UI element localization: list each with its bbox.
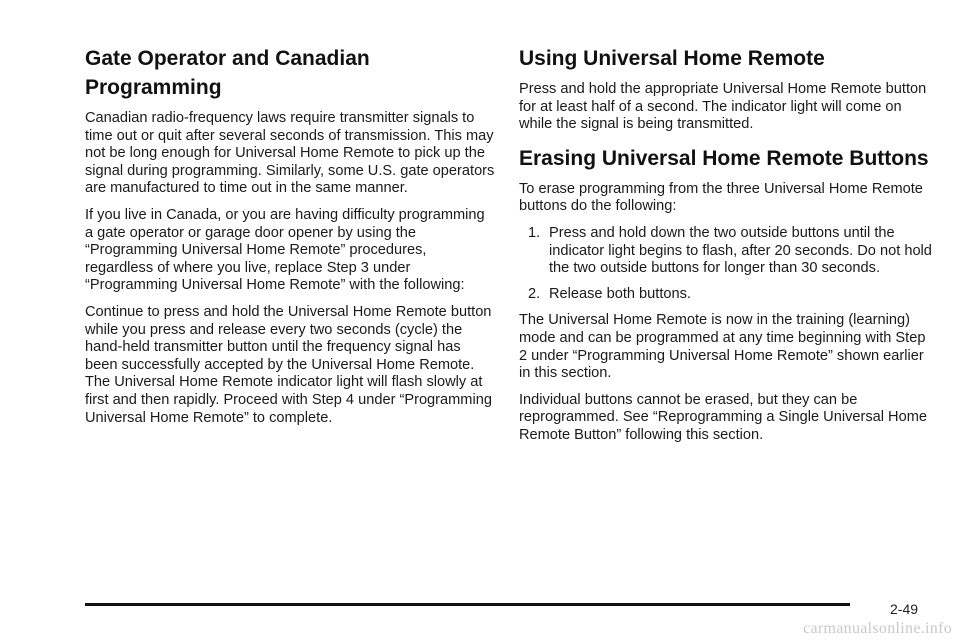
footer-rule: [85, 603, 850, 606]
step-text: Release both buttons.: [549, 285, 691, 302]
erasing-intro-paragraph: To erase programming from the three Universal Home Remote buttons do the following:: [519, 180, 923, 215]
erasing-steps-list: [519, 225, 934, 303]
step-text: Press and hold down the two outside buttons until the indicator light begins to flash, after 20 seconds. Do not hold the two outside buttons for longer than 30 seconds.: [549, 224, 932, 277]
canada-difficulty-paragraph: If you live in Canada, or you are having difficulty programming a gate operator or garage door opener by using the “Programming Universal Home Remote” procedures, regardless of where you live, replace Step 3 under “Programming Universal Home Remote” with the following:: [85, 206, 485, 294]
watermark-text: carmanualsonline.info: [803, 620, 952, 637]
list-item: [519, 225, 934, 278]
step-number: 2.: [528, 285, 541, 302]
right-column: [519, 44, 934, 454]
canadian-laws-paragraph: Canadian radio-frequency laws require transmitter signals to time out or quit after several seconds of transmission. This may not be long enough for Universal Home Remote to pick up the signal during programming. Similarly, some U.S. gate operators are manufactured to time out in the same manner.: [85, 110, 495, 197]
step-number: 1.: [528, 224, 541, 241]
list-item: [519, 286, 934, 304]
using-remote-paragraph: Press and hold the appropriate Universal Home Remote button for at least half of a second. The indicator light will come on while the signal is being transmitted.: [519, 81, 927, 133]
continue-press-paragraph: Continue to press and hold the Universal Home Remote button while you press and release every two seconds (cycle) the hand-held transmitter button until the frequency signal has been successfully accepted by the Universal Home Remote. The Universal Home Remote indicator light will flash slowly at first and then rapidly. Proceed with Step 4 under “Programming Universal Home Remote” to complete.: [85, 303, 492, 426]
left-column: [85, 44, 495, 436]
reprogram-paragraph: Individual buttons cannot be erased, but they can be reprogrammed. See “Reprogramming a Single Universal Home Remote Button” following this section.: [519, 391, 927, 443]
erasing-buttons-heading: Erasing Universal Home Remote Buttons: [519, 146, 929, 170]
gate-operator-heading: Gate Operator and Canadian Programming: [85, 47, 370, 99]
training-mode-paragraph: The Universal Home Remote is now in the training (learning) mode and can be programmed at any time beginning with Step 2 under “Programming Universal Home Remote” shown earlier in this section.: [519, 312, 926, 382]
page-number: 2-49: [890, 601, 919, 617]
using-remote-heading: Using Universal Home Remote: [519, 47, 825, 70]
